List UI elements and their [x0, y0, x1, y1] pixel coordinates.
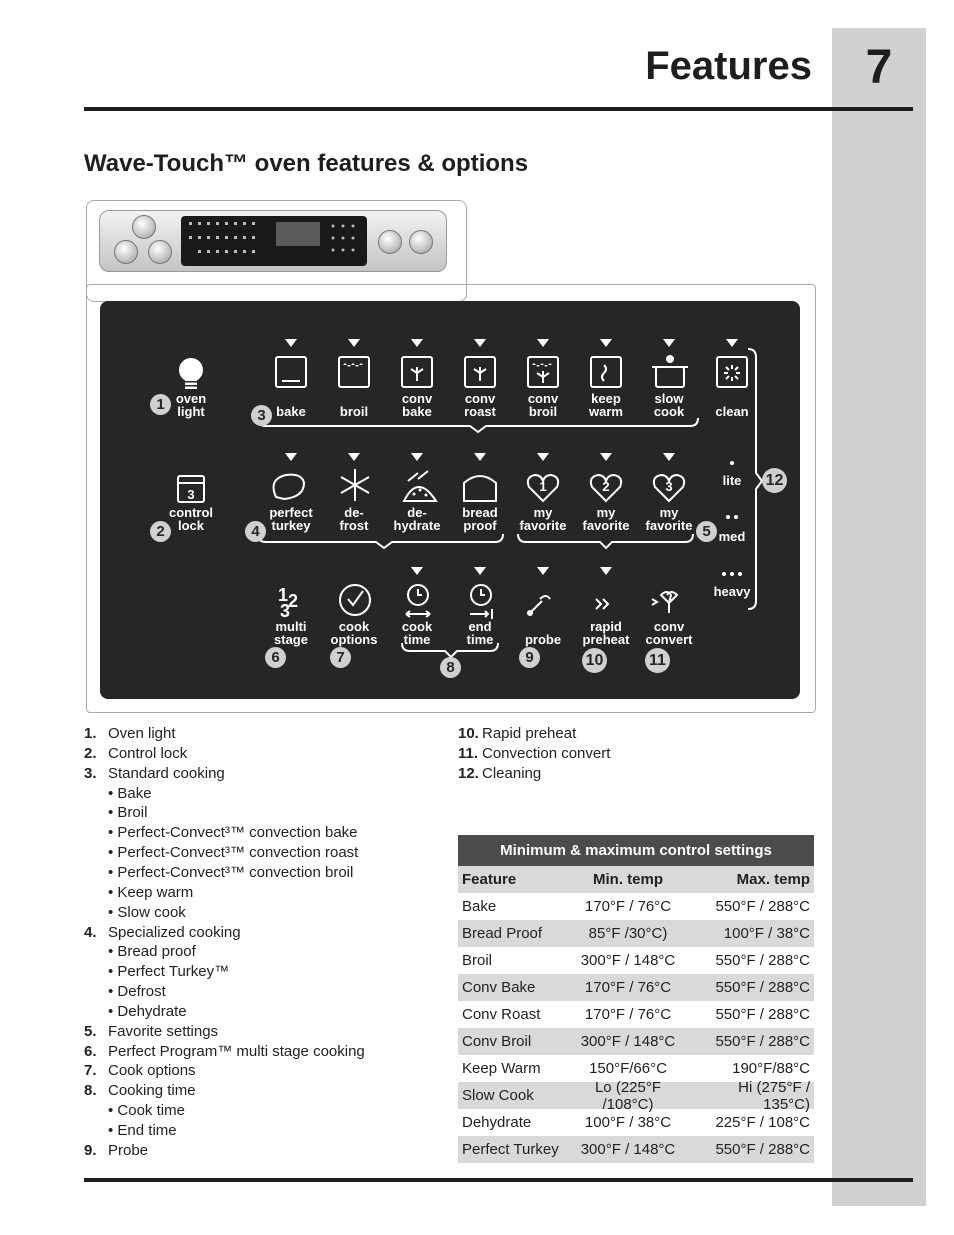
list-item	[458, 745, 610, 762]
callout-5: 5	[696, 521, 717, 542]
label-broil[interactable]: broil	[339, 404, 369, 419]
list-text: Favorite settings	[108, 1022, 219, 1040]
table-cell: 85°F /30°C)	[588, 925, 668, 942]
list-number: 12.	[458, 764, 479, 782]
list-number: 11.	[458, 744, 479, 762]
list-text: Cook options	[108, 1062, 196, 1080]
label-bread-proof[interactable]: bread proof	[462, 505, 498, 533]
list-number: 5.	[84, 1022, 97, 1040]
table-cell: 225°F / 108°C	[715, 1114, 810, 1131]
list-item	[84, 924, 241, 941]
table-cell: 550°F / 288°C	[715, 979, 810, 996]
list-bullet: • Defrost	[108, 983, 166, 1001]
table-cell: Perfect Turkey	[462, 1141, 559, 1158]
list-number: 2.	[84, 744, 97, 762]
svg-text:2: 2	[288, 591, 299, 611]
table-cell: 300°F / 148°C	[580, 952, 676, 969]
list-bullet: • Bake	[108, 784, 152, 802]
table-cell: Conv Bake	[462, 979, 536, 996]
list-text: Rapid preheat	[482, 725, 577, 742]
table-row	[458, 1136, 814, 1163]
list-bullet: • Keep warm	[108, 883, 194, 901]
knob-icon	[114, 240, 138, 264]
page-title: Features	[645, 44, 812, 88]
label-end-time[interactable]: end time	[466, 619, 494, 647]
list-bullet: • Cook time	[108, 1102, 185, 1120]
list-item	[84, 1043, 365, 1060]
table-cell: Conv Roast	[462, 1006, 541, 1023]
table-cell: Broil	[462, 952, 493, 969]
table-cell: Dehydrate	[462, 1114, 532, 1131]
table-cell: 170°F / 76°C	[584, 1006, 672, 1023]
section-title: Wave-Touch™ oven features & options	[84, 150, 529, 177]
table-header-max: Max. temp	[736, 871, 810, 888]
label-rapid-preheat[interactable]: rapid preheat	[582, 619, 630, 647]
label-heavy[interactable]: heavy	[713, 584, 751, 599]
list-number: 1.	[84, 725, 97, 742]
list-bullet: • Perfect-Convect³™ convection bake	[108, 824, 358, 842]
list-item	[84, 765, 225, 782]
label-oven-light[interactable]: oven light	[175, 391, 207, 419]
callout-3: 3	[251, 405, 272, 426]
label-dehydrate[interactable]: de- hydrate	[393, 505, 441, 533]
label-cook-options[interactable]: cook options	[330, 619, 378, 647]
label-my-favorite-3[interactable]: my favorite	[645, 505, 693, 533]
label-conv-broil[interactable]: conv broil	[527, 391, 559, 419]
table-row	[458, 1109, 814, 1136]
row1-bracket	[258, 418, 698, 432]
callout-11: 11	[645, 648, 670, 673]
label-conv-roast[interactable]: conv roast	[464, 391, 496, 419]
knob-icon	[409, 230, 433, 254]
table-cell: 150°F/66°C	[589, 1060, 667, 1077]
callout-4: 4	[245, 521, 266, 542]
callout-12: 12	[762, 468, 787, 493]
label-my-favorite-1[interactable]: my favorite	[519, 505, 567, 533]
list-bullet: • Bread proof	[108, 943, 196, 961]
label-defrost[interactable]: de- frost	[339, 505, 369, 533]
table-header-min: Min. temp	[593, 871, 663, 888]
svg-text:3: 3	[280, 601, 291, 621]
callout-6: 6	[265, 647, 286, 668]
list-bullet: • Perfect-Convect³™ convection broil	[108, 863, 354, 881]
svg-text:1: 1	[278, 585, 289, 605]
table-body	[458, 893, 814, 1163]
table-row	[458, 1001, 814, 1028]
callout-10: 10	[582, 648, 607, 673]
table-cell: 170°F / 76°C	[584, 898, 672, 915]
list-text: Perfect Program™ multi stage cooking	[108, 1042, 365, 1060]
list-item	[458, 725, 576, 742]
list-bullet: • End time	[108, 1122, 177, 1139]
control-settings-table	[458, 835, 814, 1163]
table-cell: Bread Proof	[462, 925, 543, 942]
list-number: 4.	[84, 923, 97, 941]
table-cell: 300°F / 148°C	[580, 1033, 676, 1050]
page-sidebar	[832, 28, 926, 1206]
label-keep-warm[interactable]: keep warm	[589, 391, 623, 419]
list-bullet: • Perfect-Convect³™ convection roast	[108, 844, 359, 862]
heart-digit-3: 3	[665, 479, 673, 494]
page-number: 7	[865, 41, 893, 94]
table-cell: 550°F / 288°C	[715, 1141, 810, 1158]
callout-9: 9	[519, 647, 540, 668]
list-number: 6.	[84, 1042, 97, 1060]
list-text: Probe	[108, 1141, 149, 1159]
list-bullet: • Dehydrate	[108, 1002, 187, 1020]
label-bake[interactable]: bake	[276, 404, 306, 419]
footer-rule	[84, 1178, 913, 1182]
callout-1: 1	[150, 394, 171, 415]
heart-digit-2: 2	[602, 479, 610, 494]
knob-icon	[132, 215, 156, 239]
list-item	[84, 1082, 196, 1099]
list-text: Standard cooking	[108, 764, 225, 782]
list-number: 3.	[84, 764, 97, 782]
callout-2: 2	[150, 521, 171, 542]
list-item	[84, 745, 187, 762]
table-cell: 550°F / 288°C	[715, 1033, 810, 1050]
table-cell: Conv Broil	[462, 1033, 532, 1050]
list-text: Specialized cooking	[108, 923, 241, 941]
oven-touch-panel-thumbnail	[181, 216, 367, 266]
heart-digit-1: 1	[539, 479, 547, 494]
list-text: Convection convert	[482, 744, 611, 762]
list-bullet: • Broil	[108, 804, 148, 822]
label-cook-time[interactable]: cook time	[401, 619, 433, 647]
label-lite[interactable]: lite	[722, 473, 742, 488]
table-header-row	[458, 866, 814, 893]
list-text: Cooking time	[108, 1082, 196, 1100]
list-number: 10.	[458, 725, 479, 742]
label-slow-cook[interactable]: slow cook	[653, 391, 685, 419]
table-row	[458, 920, 814, 947]
table-row	[458, 974, 814, 1001]
list-item	[84, 1142, 148, 1159]
table-cell: 100°F / 38°C	[584, 1114, 672, 1131]
callout-8: 8	[440, 657, 461, 678]
table-cell: 550°F / 288°C	[715, 1006, 810, 1023]
knob-icon	[378, 230, 402, 254]
label-med[interactable]: med	[718, 529, 746, 544]
table-cell: Hi (275°F / 135°C)	[738, 1078, 810, 1113]
table-cell: 190°F/88°C	[732, 1060, 810, 1077]
list-text: Cleaning	[482, 764, 542, 782]
turkey-outline	[274, 475, 304, 499]
callout-7: 7	[330, 647, 351, 668]
list-bullet: • Perfect Turkey™	[108, 963, 230, 981]
label-probe[interactable]: probe	[524, 632, 562, 647]
table-row	[458, 1078, 814, 1113]
label-my-favorite-2[interactable]: my favorite	[582, 505, 630, 533]
list-number: 7.	[84, 1062, 97, 1080]
list-item	[84, 725, 176, 742]
table-cell: 170°F / 76°C	[584, 979, 672, 996]
bulb-icon	[179, 358, 203, 389]
table-row	[458, 1028, 814, 1055]
table-cell: Keep Warm	[462, 1060, 541, 1077]
table-cell: Slow Cook	[462, 1087, 534, 1104]
knob-icon	[148, 240, 172, 264]
label-multi-stage[interactable]: multi stage	[274, 619, 308, 647]
list-number: 9.	[84, 1141, 97, 1159]
table-row	[458, 947, 814, 974]
label-conv-convert[interactable]: conv convert	[645, 619, 693, 647]
list-number: 8.	[84, 1082, 97, 1100]
list-item	[84, 1023, 218, 1040]
label-control-lock[interactable]: control lock	[168, 505, 214, 533]
table-cell: Lo (225°F /108°C)	[594, 1078, 662, 1113]
label-clean[interactable]: clean	[715, 404, 749, 419]
table-cell: 300°F / 148°C	[580, 1141, 676, 1158]
table-title: Minimum & maximum control settings	[458, 835, 814, 866]
list-item	[84, 1062, 196, 1079]
table-cell: 550°F / 288°C	[715, 952, 810, 969]
oven-display	[276, 222, 320, 246]
label-conv-bake[interactable]: conv bake	[401, 391, 433, 419]
lock-digit: 3	[187, 487, 195, 502]
label-perfect-turkey[interactable]: perfect turkey	[269, 505, 313, 533]
list-text: Oven light	[108, 725, 176, 742]
list-item	[458, 765, 541, 782]
table-cell: 550°F / 288°C	[715, 898, 810, 915]
list-text: Control lock	[108, 744, 188, 762]
table-cell: Bake	[462, 898, 497, 915]
table-header-feature: Feature	[462, 871, 517, 888]
header-rule	[84, 107, 913, 111]
table-cell: 100°F / 38°C	[723, 925, 810, 942]
list-bullet: • Slow cook	[108, 903, 186, 921]
table-row	[458, 893, 814, 920]
